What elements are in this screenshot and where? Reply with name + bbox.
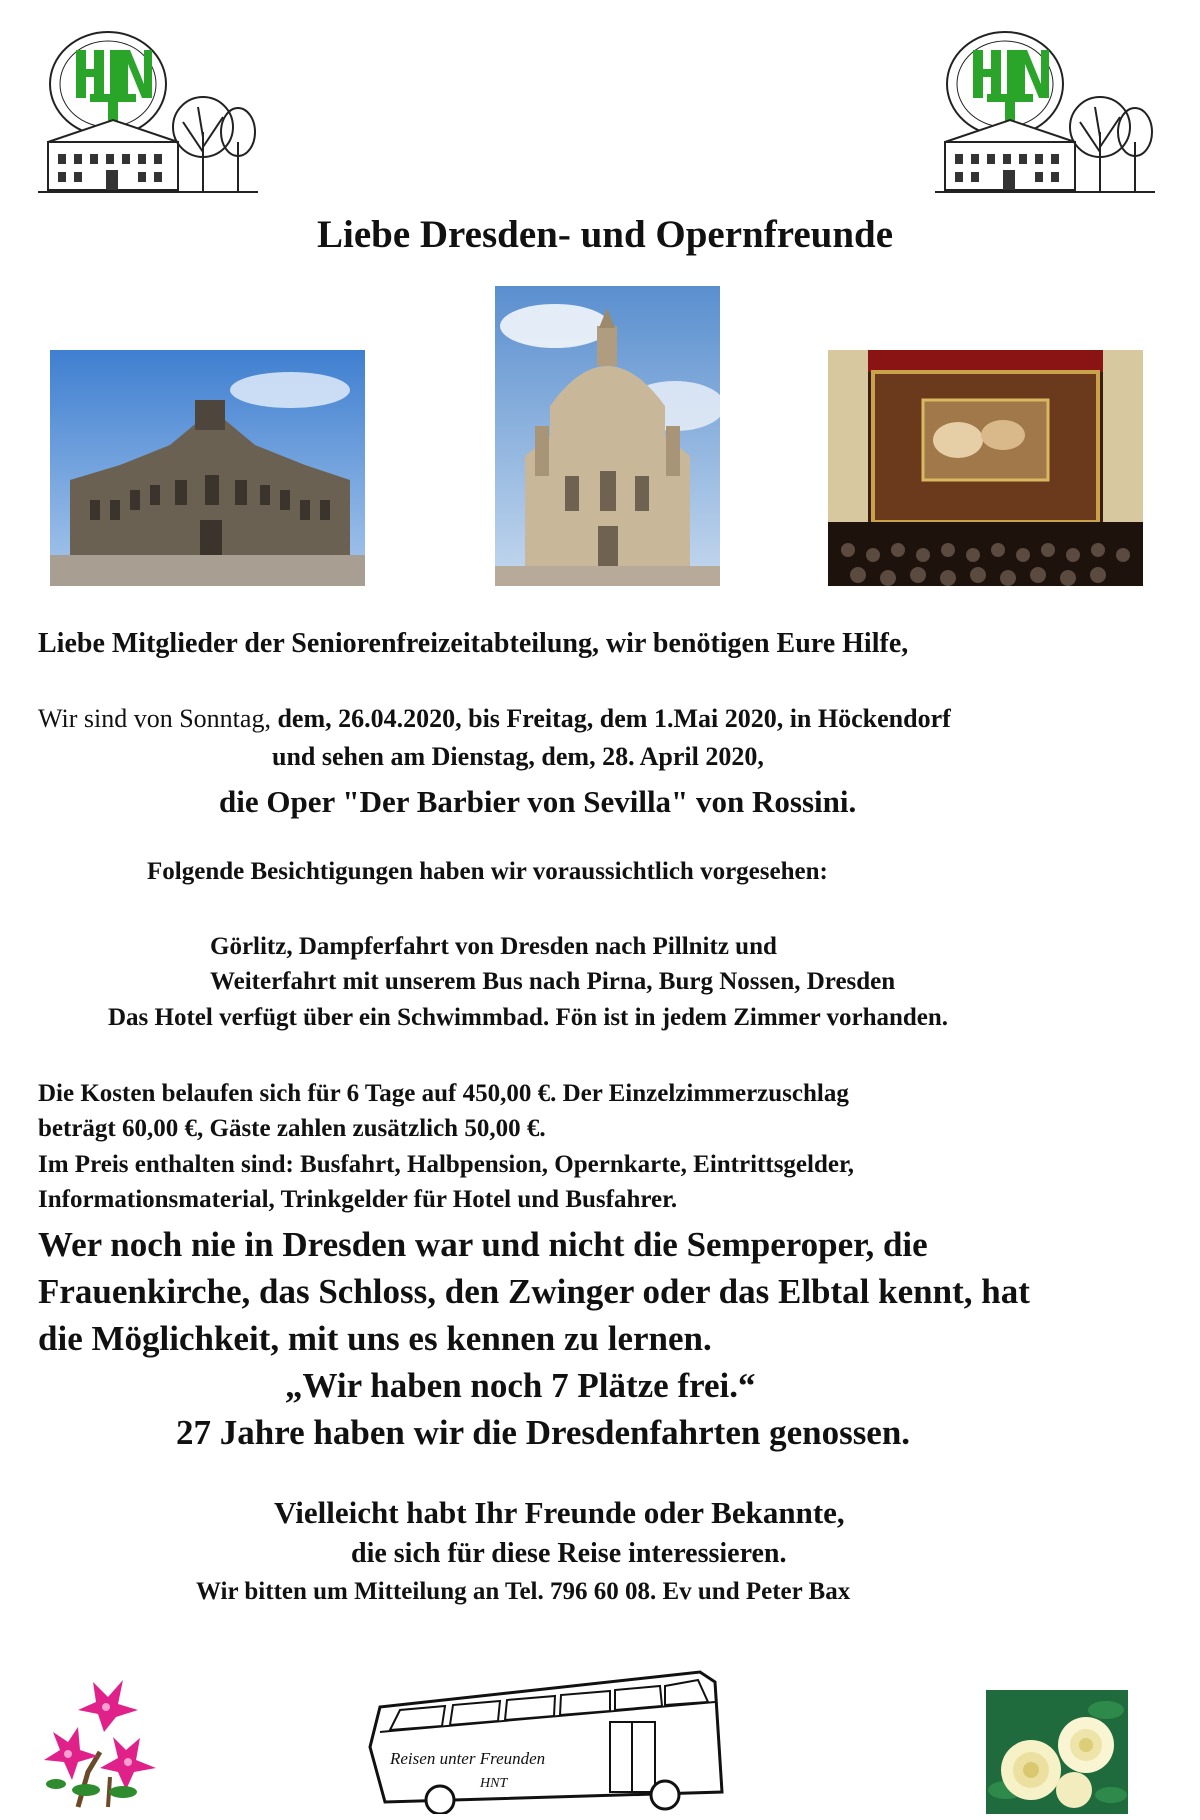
highlight-line-2: Frauenkirche, das Schloss, den Zwinger oder das Elbtal kennt, hat [38,1272,1030,1311]
trip-line-2: und sehen am Dienstag, dem, 28. April 2020, [272,742,764,771]
highlight-line-5: 27 Jahre haben wir die Dresdenfahrten genossen. [176,1413,911,1452]
sightseeing-line-2: Weiterfahrt mit unserem Bus nach Pirna, Burg Nossen, Dresden [210,968,896,995]
bougainvillea-flower-image [38,1672,166,1812]
bus-sign-text: Reisen unter Freunden [390,1749,546,1768]
closing-line-1: Vielleicht habt Ihr Freunde oder Bekannte, [274,1495,845,1530]
club-logo-right [935,22,1155,197]
yellow-roses-image [986,1690,1128,1814]
trip-line-3: die Oper "Der Barbier von Sevilla" von Rossini. [219,784,857,819]
semperoper-photo [50,350,365,586]
frauenkirche-photo [495,286,720,586]
sightseeing-line-1: Görlitz, Dampferfahrt von Dresden nach Pillnitz und [210,933,777,960]
costs-line-2: beträgt 60,00 €, Gäste zahlen zusätzlich 50,00 €. [38,1115,546,1142]
club-logo-graphic [935,22,1155,197]
trip-line-1-dates: dem, 26.04.2020, bis Freitag, dem 1.Mai 2020, in Höckendorf [277,704,951,733]
sightseeing-intro: Folgende Besichtigungen haben wir voraussichtlich vorgesehen: [147,858,828,885]
highlight-line-3: die Möglichkeit, mit uns es kennen zu lernen. [38,1319,712,1358]
sightseeing-line-3: Das Hotel verfügt über ein Schwimmbad. Fön ist in jedem Zimmer vorhanden. [108,1004,949,1031]
highlight-line-1: Wer noch nie in Dresden war und nicht die Semperoper, die [38,1225,928,1264]
costs-line-3: Im Preis enthalten sind: Busfahrt, Halbpension, Opernkarte, Eintrittsgelder, [38,1151,855,1178]
closing-line-3: Wir bitten um Mitteilung an Tel. 796 60 08. Ev und Peter Bax [196,1578,851,1605]
costs-line-4: Informationsmaterial, Trinkgelder für Hotel und Busfahrer. [38,1186,678,1213]
trip-line-1 [38,704,951,734]
greeting: Liebe Mitglieder der Seniorenfreizeitabteilung, wir benötigen Eure Hilfe, [38,628,909,659]
bus-plate-text: HNT [480,1776,508,1791]
bus-drawing [360,1652,730,1814]
club-logo-left [38,22,258,197]
costs-line-1: Die Kosten belaufen sich für 6 Tage auf 450,00 €. Der Einzelzimmerzuschlag [38,1080,849,1107]
closing-line-2: die sich für diese Reise interessieren. [351,1538,787,1569]
page-title: Liebe Dresden- und Opernfreunde [316,213,894,256]
trip-line-1-intro: Wir sind von Sonntag, [38,704,278,733]
highlight-line-4: „Wir haben noch 7 Plätze frei.“ [285,1366,756,1405]
club-logo-graphic [38,22,258,197]
opera-stage-photo [828,350,1143,586]
